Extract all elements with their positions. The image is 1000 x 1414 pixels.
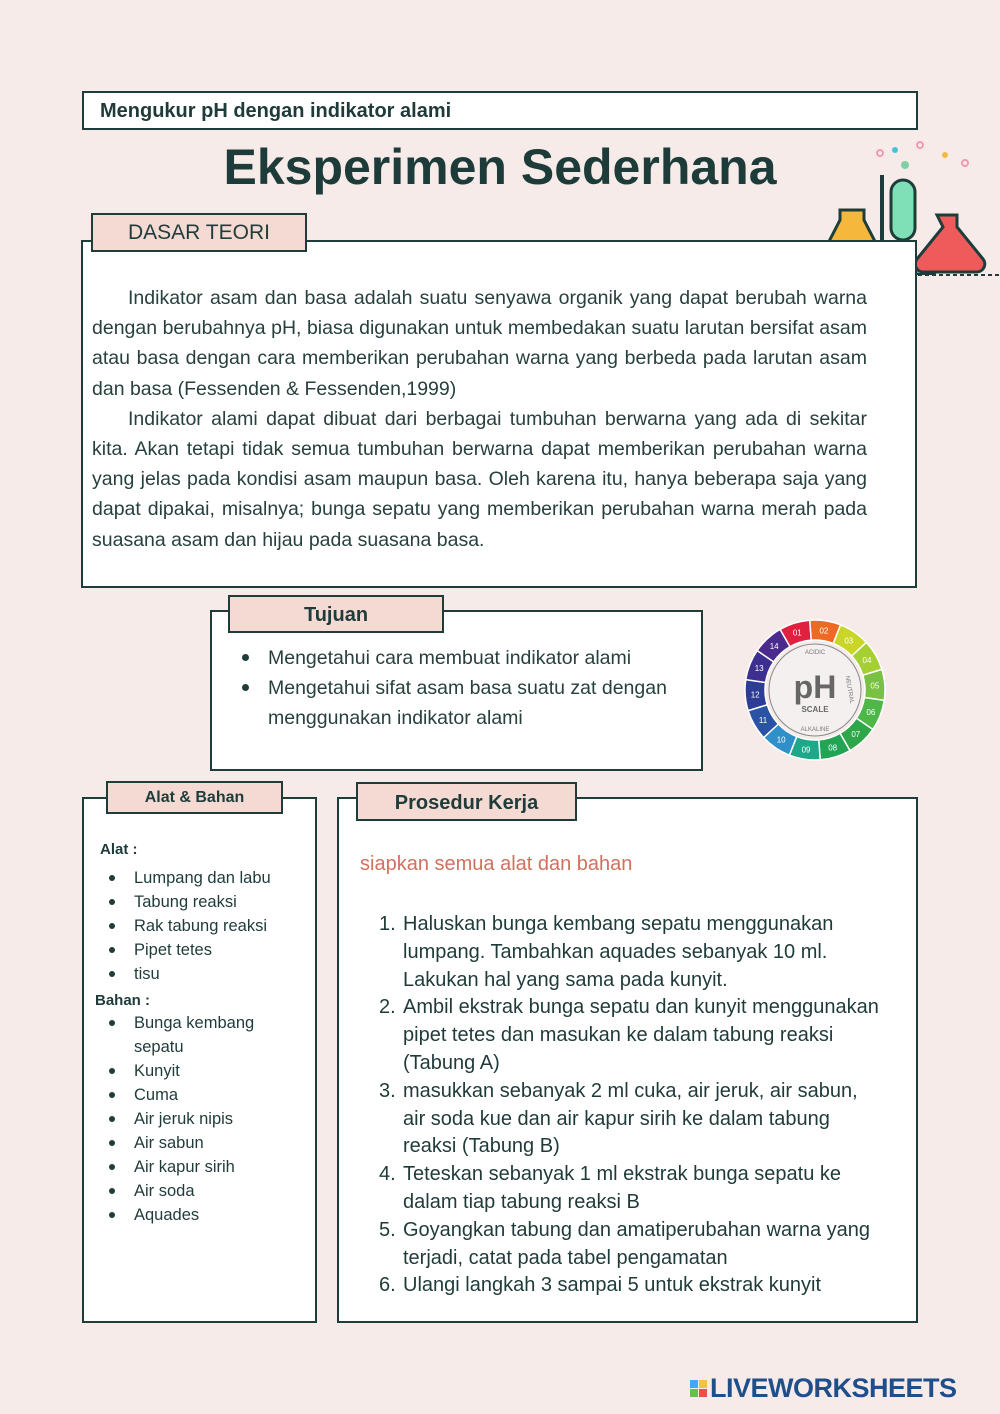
logo-text: LIVEWORKSHEETS — [710, 1373, 957, 1403]
ph-number: 02 — [819, 626, 829, 636]
tujuan-item: Mengetahui sifat asam basa suatu zat dengan menggunakan indikator alami — [268, 673, 668, 733]
ph-number: 06 — [866, 707, 876, 717]
ph-number: 01 — [792, 628, 802, 638]
step-text: Ulangi langkah 3 sampai 5 untuk ekstrak kunyit — [403, 1274, 822, 1297]
step-number: 6. — [379, 1274, 396, 1297]
alat-item: Lumpang dan labu — [97, 866, 307, 890]
alat-item: Pipet tetes — [97, 938, 307, 962]
step-text: Teteskan sebanyak 1 ml ekstrak bunga sepatu ke dalam tiap tabung reaksi B — [403, 1163, 842, 1213]
ph-text: pH — [793, 669, 837, 705]
dasar-teori-label: DASAR TEORI — [91, 213, 307, 252]
page-title: Eksperimen Sederhana — [223, 139, 777, 195]
ph-number: 09 — [801, 745, 811, 755]
alkaline-text: ALKALINE — [800, 727, 830, 733]
ph-number: 13 — [754, 664, 764, 674]
ph-scale-text: SCALE — [801, 705, 829, 714]
tujuan-item: Mengetahui cara membuat indikator alami — [268, 643, 668, 673]
procedure-step — [359, 911, 884, 994]
alat-title: Alat : — [100, 841, 138, 858]
bahan-item: Aquades — [97, 1203, 267, 1227]
step-number: 4. — [379, 1163, 396, 1186]
bahan-item: Kunyit — [97, 1059, 267, 1083]
bahan-item: Bunga kembang sepatu — [97, 1011, 267, 1059]
ph-number: 14 — [769, 642, 779, 652]
procedure-step — [359, 1217, 884, 1273]
ph-number: 08 — [828, 743, 838, 753]
acidic-text: ACIDIC — [804, 650, 826, 656]
ph-number: 10 — [776, 735, 786, 745]
bahan-item: Air jeruk nipis — [97, 1107, 267, 1131]
bahan-item: Air kapur sirih — [97, 1155, 267, 1179]
step-text: masukkan sebanyak 2 ml cuka, air jeruk, air sabun, air soda kue dan air kapur sirih ke dalam tabung reaksi (Tabung B) — [403, 1079, 858, 1158]
ph-number: 05 — [870, 681, 880, 691]
theory-paragraph-1: Indikator asam dan basa adalah suatu senyawa organik yang dapat berubah warna dengan berubahnya pH, biasa digunakan untuk membedakan suatu larutan bersifat asam atau basa dengan cara memberikan perubahan warna yang berbeda pada larutan asam dan basa (Fessenden & Fessenden,1999) — [92, 287, 867, 400]
ph-number: 03 — [844, 636, 854, 646]
ph-scale-graphic — [743, 618, 887, 762]
procedure-step — [359, 994, 884, 1077]
ph-number: 11 — [758, 716, 768, 725]
ph-number: 04 — [862, 656, 872, 665]
prosedur-label: Prosedur Kerja — [356, 782, 577, 821]
step-text: Goyangkan tabung dan amatiperubahan warna yang terjadi, catat pada tabel pengamatan — [403, 1218, 871, 1269]
logo-icon — [690, 1380, 707, 1397]
step-number: 1. — [379, 913, 396, 935]
bahan-item: Cuma — [97, 1083, 267, 1107]
neutral-text: NEUTRAL — [843, 675, 855, 705]
prosedur-intro: siapkan semua alat dan bahan — [360, 853, 633, 875]
dasar-teori-box — [81, 240, 917, 588]
bahan-item: Air soda — [97, 1179, 267, 1203]
alat-item: Tabung reaksi — [97, 890, 307, 914]
alat-bahan-label: Alat & Bahan — [106, 781, 283, 814]
step-number: 3. — [379, 1079, 396, 1102]
prosedur-box — [337, 797, 918, 1323]
liveworksheets-logo — [690, 1373, 957, 1404]
ph-number: 12 — [750, 690, 760, 700]
step-text: Ambil ekstrak bunga sepatu dan kunyit menggunakan pipet tetes dan masukan ke dalam tabung reaksi (Tabung A) — [403, 996, 879, 1074]
bahan-item: Air sabun — [97, 1131, 267, 1155]
step-number: 2. — [379, 996, 396, 1019]
procedure-step — [359, 1161, 884, 1217]
step-number: 5. — [379, 1218, 396, 1241]
step-text: Haluskan bunga kembang sepatu menggunakan lumpang. Tambahkan aquades sebanyak 10 ml. Lakukan hal yang sama pada kunyit. — [403, 913, 834, 991]
alat-item: tisu — [97, 962, 307, 986]
alat-item: Rak tabung reaksi — [97, 914, 307, 938]
subtitle-bar: Mengukur pH dengan indikator alami — [82, 91, 918, 130]
tujuan-box — [210, 610, 703, 771]
procedure-step — [359, 1272, 884, 1300]
alat-bahan-box — [82, 797, 317, 1323]
tujuan-label: Tujuan — [228, 595, 444, 633]
theory-paragraph-2: Indikator alami dapat dibuat dari berbagai tumbuhan berwarna yang ada di sekitar kita. Akan tetapi tidak semua tumbuhan berwarna dapat memberikan perubahan warna yang jelas pada kondisi asam maupun basa. Oleh karena itu, hanya beberapa saja yang dapat dipakai, misalnya; bunga sepatu yang memberikan perubahan warna merah pada suasana asam dan hijau pada suasana basa. — [92, 407, 867, 551]
bahan-title: Bahan : — [95, 992, 151, 1009]
ph-number: 07 — [851, 729, 861, 739]
procedure-step — [359, 1078, 884, 1161]
